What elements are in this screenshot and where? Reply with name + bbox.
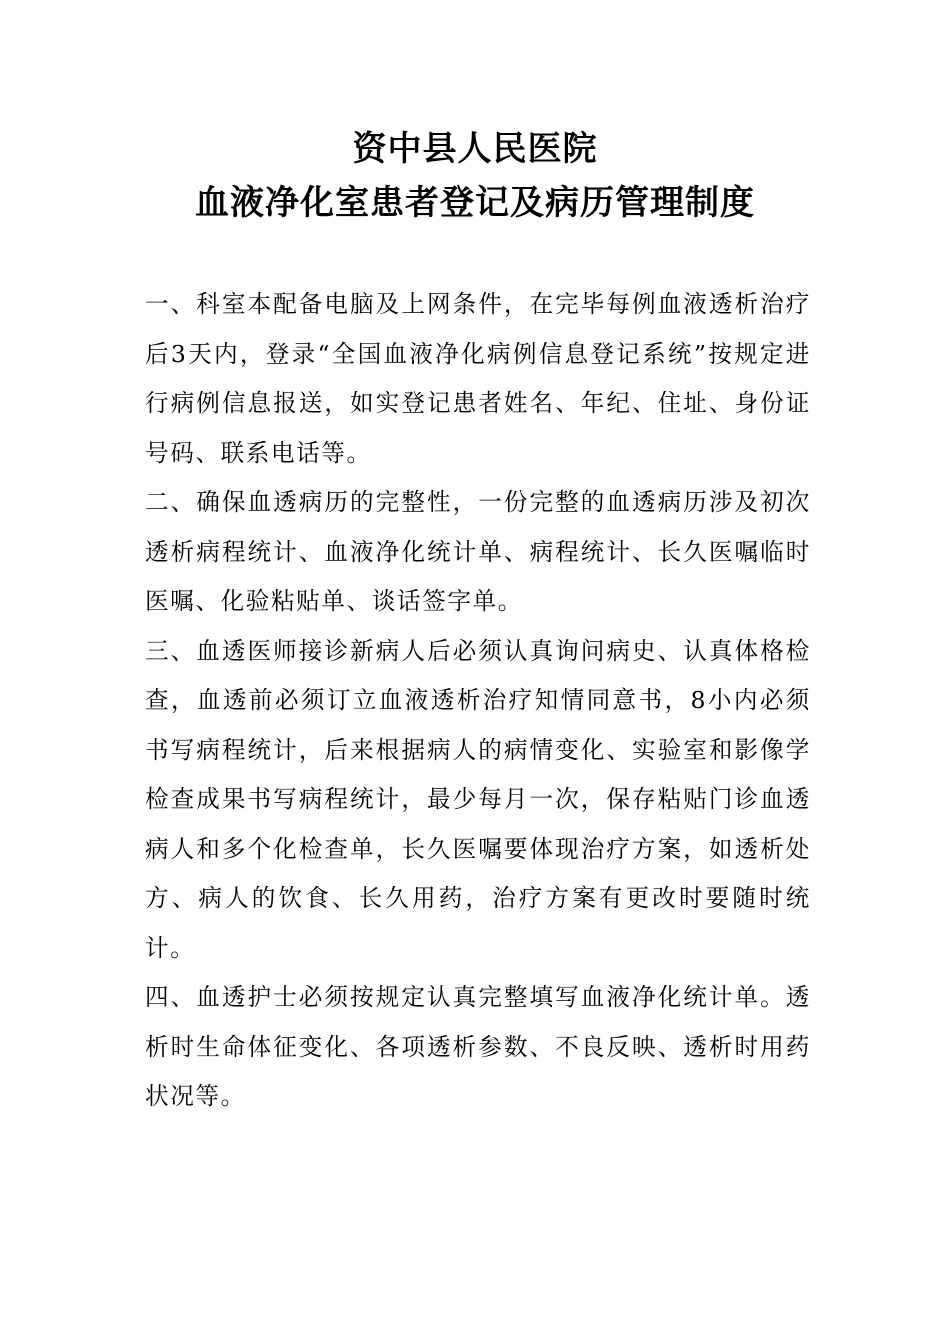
document-title — [0, 122, 950, 230]
regulation-title-heading: 血液净化室患者登记及病历管理制度 — [195, 183, 755, 223]
hospital-name-heading: 资中县人民医院 — [352, 129, 598, 169]
paragraph-3: 三、血透医师接诊新病人后必须认真询问病史、认真体格检查，血透前必须订立血液透析治疗知情同意书，8小内必须书写病程统计，后来根据病人的病情变化、实验室和影像学检查成果书写病程统计，最少每月一次，保存粘贴门诊血透病人和多个化检查单，长久医嘱要体现治疗方案，如透析处方、病人的饮食、长久用药，治疗方案有更改时要随时统计。 — [145, 636, 811, 962]
paragraph-1: 一、科室本配备电脑及上网条件，在完毕每例血液透析治疗后3天内，登录“全国血液净化病例信息登记系统”按规定进行病例信息报送，如实登记患者姓名、年纪、住址、身份证号码、联系电话等。 — [145, 290, 811, 467]
paragraph-4: 四、血透护士必须按规定认真完整填写血液净化统计单。透析时生命体征变化、各项透析参数、不良反映、透析时用药状况等。 — [145, 983, 811, 1110]
document-body — [145, 280, 811, 1122]
paragraph-2: 二、确保血透病历的完整性，一份完整的血透病历涉及初次透析病程统计、血液净化统计单、病程统计、长久医嘱临时医嘱、化验粘贴单、谈话签字单。 — [145, 488, 811, 615]
